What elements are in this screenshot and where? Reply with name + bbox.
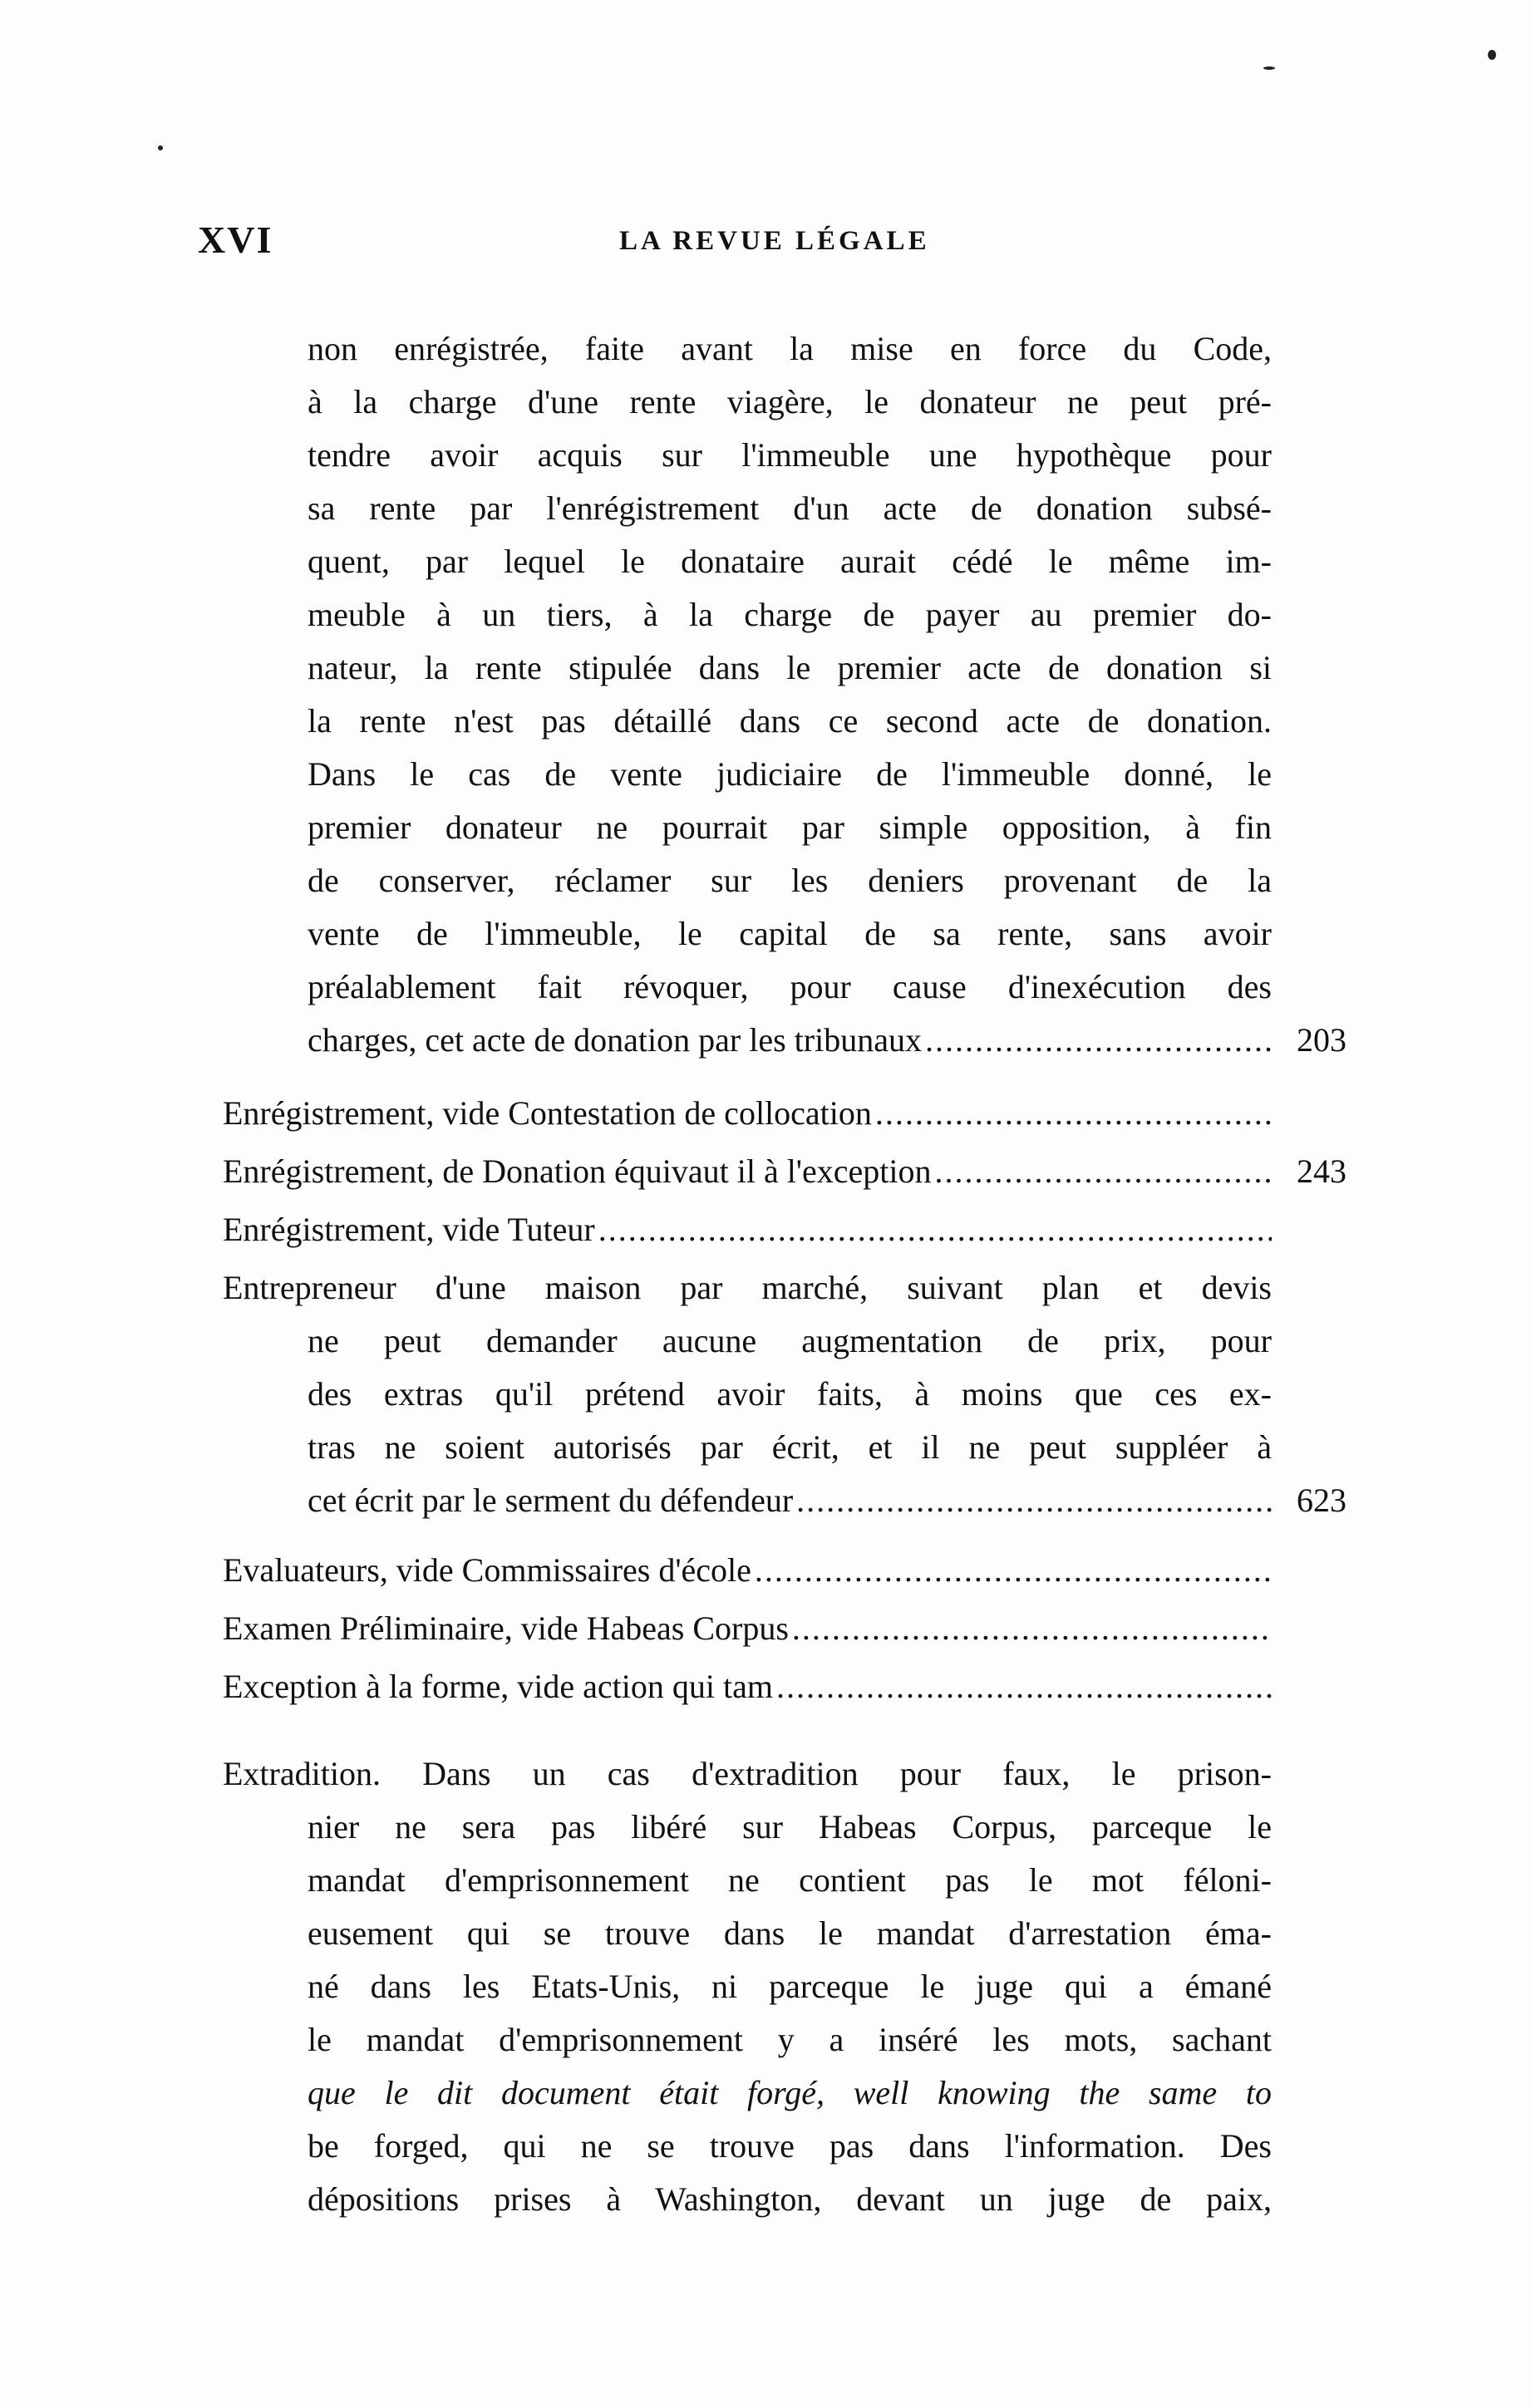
text-line: à la charge d'une rente viagère, le donateur ne peut pré- [308, 383, 1272, 420]
index-entry [223, 1090, 1272, 1137]
text-line: mandat d'emprisonnement ne contient pas le mot féloni- [308, 1861, 1272, 1899]
scan-speck [1263, 66, 1275, 70]
text-line: Extradition. Dans un cas d'extradition pour faux, le prison- [223, 1755, 1272, 1792]
scan-speck [1488, 50, 1496, 60]
text-line: sa rente par l'enrégistrement d'un acte de donation subsé- [308, 489, 1272, 527]
entry-text: Evaluateurs, vide Commissaires d'école [223, 1551, 751, 1589]
page-reference: 203 [1297, 1021, 1346, 1059]
text-line: nateur, la rente stipulée dans le premier acte de donation si [308, 649, 1272, 686]
index-entry [223, 1547, 1272, 1594]
text-line: tras ne soient autorisés par écrit, et il ne peut suppléer à [308, 1428, 1272, 1466]
text-line: préalablement fait révoquer, pour cause d'inexécution des [308, 968, 1272, 1005]
text-line: ne peut demander aucune augmentation de prix, pour [308, 1322, 1272, 1359]
page-reference: 243 [1297, 1152, 1346, 1190]
text-line: Dans le cas de vente judiciaire de l'immeuble donné, le [308, 755, 1272, 793]
page-number: XVI [198, 219, 273, 261]
text-line: vente de l'immeuble, le capital de sa rente, sans avoir [308, 915, 1272, 952]
text-line: la rente n'est pas détaillé dans ce second acte de donation. [308, 702, 1272, 740]
dot-leader [755, 1547, 1272, 1594]
index-entry [223, 1206, 1272, 1253]
text-line: premier donateur ne pourrait par simple opposition, à fin [308, 808, 1272, 846]
page-reference: 623 [1297, 1482, 1346, 1519]
entry-text: Enrégistrement, vide Tuteur [223, 1211, 595, 1248]
text-line: de conserver, réclamer sur les deniers provenant de la [308, 862, 1272, 899]
text-line: dépositions prises à Washington, devant un juge de paix, [308, 2180, 1272, 2218]
text-line: nier ne sera pas libéré sur Habeas Corpus, parceque le [308, 1808, 1272, 1845]
leader-line [308, 1017, 1272, 1064]
dot-leader [598, 1206, 1272, 1253]
index-entry [223, 1605, 1272, 1652]
text-line: des extras qu'il prétend avoir faits, à moins que ces ex- [308, 1375, 1272, 1413]
text-line: Entrepreneur d'une maison par marché, suivant plan et devis [223, 1269, 1272, 1306]
text-line: meuble à un tiers, à la charge de payer au premier do- [308, 596, 1272, 633]
text-line: le mandat d'emprisonnement y a inséré les mots, sachant [308, 2021, 1272, 2058]
journal-title: LA REVUE LÉGALE [619, 226, 930, 256]
text-line: né dans les Etats-Unis, ni parceque le juge qui a émané [308, 1968, 1272, 2005]
entry-text: Exception à la forme, vide action qui tam [223, 1668, 773, 1705]
index-entry [223, 1148, 1272, 1195]
entry-text: cet écrit par le serment du défendeur [308, 1482, 794, 1519]
scan-speck [158, 145, 163, 150]
entry-text: charges, cet acte de donation par les tribunaux [308, 1021, 922, 1059]
text-line: eusement qui se trouve dans le mandat d'arrestation éma- [308, 1914, 1272, 1952]
leader-line [308, 1477, 1272, 1524]
entry-text: Examen Préliminaire, vide Habeas Corpus [223, 1609, 789, 1647]
dot-leader [792, 1605, 1272, 1652]
dot-leader [796, 1477, 1272, 1524]
text-line: que le dit document était forgé, well knowing the same to [308, 2074, 1272, 2111]
running-head [0, 218, 1531, 268]
dot-leader [935, 1148, 1273, 1195]
text-line: quent, par lequel le donataire aurait cédé le même im- [308, 543, 1272, 580]
dot-leader [776, 1663, 1272, 1710]
text-line: be forged, qui ne se trouve pas dans l'information. Des [308, 2127, 1272, 2165]
dot-leader [875, 1090, 1272, 1137]
entry-text: Enrégistrement, de Donation équivaut il à l'exception [223, 1152, 932, 1190]
text-line: tendre avoir acquis sur l'immeuble une hypothèque pour [308, 436, 1272, 474]
dot-leader [925, 1017, 1272, 1064]
entry-text: Enrégistrement, vide Contestation de collocation [223, 1094, 872, 1132]
text-line: non enrégistrée, faite avant la mise en force du Code, [308, 330, 1272, 367]
index-entry [223, 1663, 1272, 1710]
